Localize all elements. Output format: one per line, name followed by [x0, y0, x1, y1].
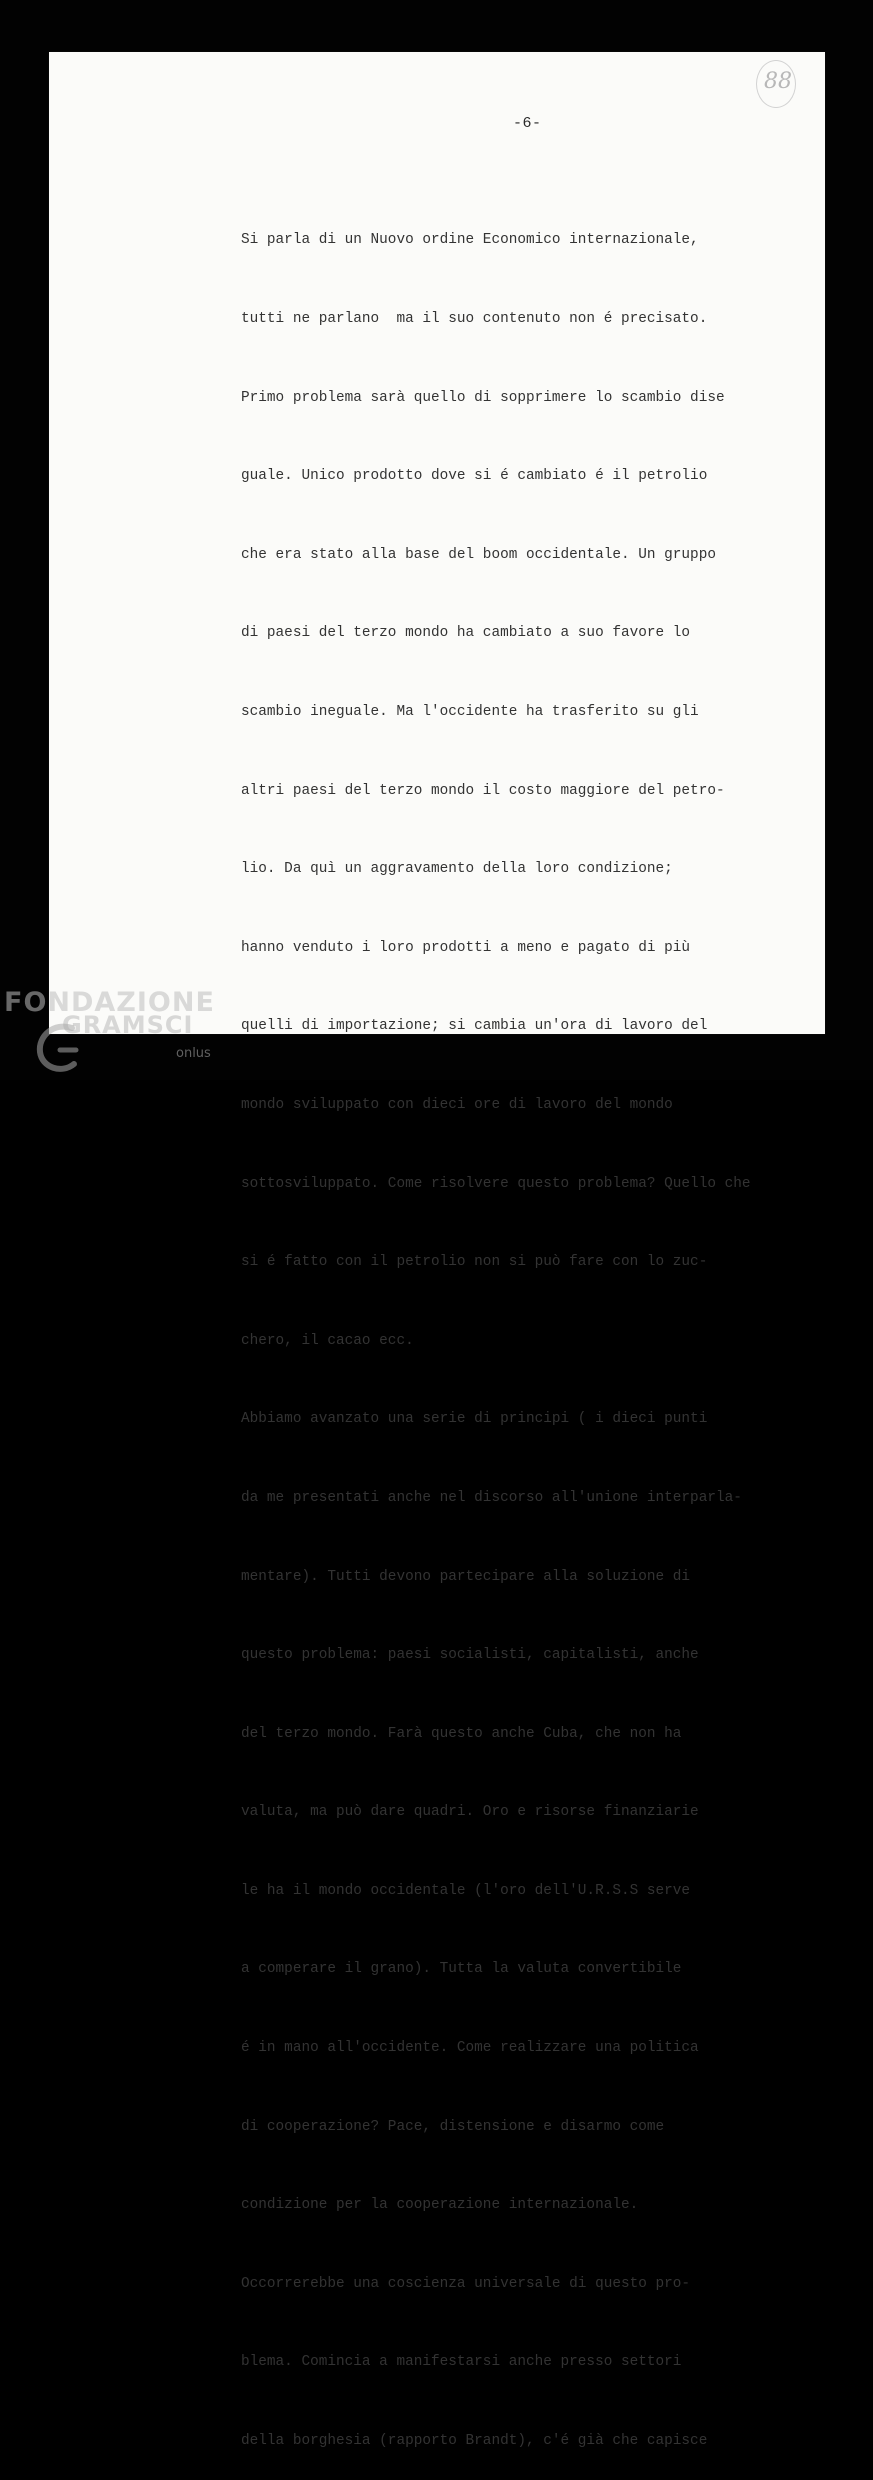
text-line: blema. Comincia a manifestarsi anche presso settori [241, 2354, 682, 2371]
text-line: Occorrerebbe una coscienza universale di questo pro- [241, 2275, 691, 2292]
text-line: chero, il cacao ecc. [241, 1332, 414, 1349]
text-line: questo problema: paesi socialisti, capitalisti, anche [241, 1647, 699, 1664]
text-line: le ha il mondo occidentale (l'oro dell'U.R.S.S serve [241, 1882, 691, 1899]
text-line: della borghesia (rapporto Brandt), c'é già che capisce [241, 2433, 708, 2450]
text-line: del terzo mondo. Farà questo anche Cuba, che non ha [241, 1725, 682, 1742]
text-line: mentare). Tutti devono partecipare alla soluzione di [241, 1568, 691, 1585]
page-number: -6- [513, 115, 542, 132]
text-line: lio. Da quì un aggravamento della loro condizione; [241, 861, 673, 878]
text-line: scambio ineguale. Ma l'occidente ha trasferito su gli [241, 703, 699, 720]
text-line: Si parla di un Nuovo ordine Economico internazionale, [241, 232, 699, 249]
text-line: quelli di importazione; si cambia un'ora di lavoro del [241, 1018, 708, 1035]
text-line: altri paesi del terzo mondo il costo maggiore del petro- [241, 782, 725, 799]
text-line: da me presentati anche nel discorso all'unione interparla- [241, 1489, 742, 1506]
text-line: mondo sviluppato con dieci ore di lavoro del mondo [241, 1096, 673, 1113]
text-line: a comperare il grano). Tutta la valuta convertibile [241, 1961, 682, 1978]
text-line: é in mano all'occidente. Come realizzare una politica [241, 2040, 699, 2057]
text-line: hanno venduto i loro prodotti a meno e pagato di più [241, 939, 691, 956]
text-line: sottosviluppato. Come risolvere questo problema? Quello che [241, 1175, 751, 1192]
text-line: si é fatto con il petrolio non si può fare con lo zuc- [241, 1254, 708, 1271]
watermark-gramsci: GRAMSCI [62, 1011, 194, 1039]
text-line: Abbiamo avanzato una serie di principi ( i dieci punti [241, 1411, 708, 1428]
text-line: di paesi del terzo mondo ha cambiato a suo favore lo [241, 625, 691, 642]
archive-stamp-number: 88 [764, 69, 792, 94]
typewritten-text-body [241, 175, 801, 2480]
text-line: tutti ne parlano ma il suo contenuto non é precisato. [241, 311, 708, 327]
text-line: che era stato alla base del boom occidentale. Un gruppo [241, 546, 716, 563]
text-line: valuta, ma può dare quadri. Oro e risorse finanziarie [241, 1804, 699, 1821]
text-line: Primo problema sarà quello di sopprimere lo scambio dise [241, 389, 725, 406]
watermark-fondazione: FONDAZIONE [4, 987, 215, 1018]
text-line: guale. Unico prodotto dove si é cambiato é il petrolio [241, 468, 708, 485]
text-line: condizione per la cooperazione internazionale. [241, 2197, 639, 2214]
text-line: di cooperazione? Pace, distensione e disarmo come [241, 2118, 665, 2135]
watermark-onlus: onlus [176, 1046, 211, 1061]
